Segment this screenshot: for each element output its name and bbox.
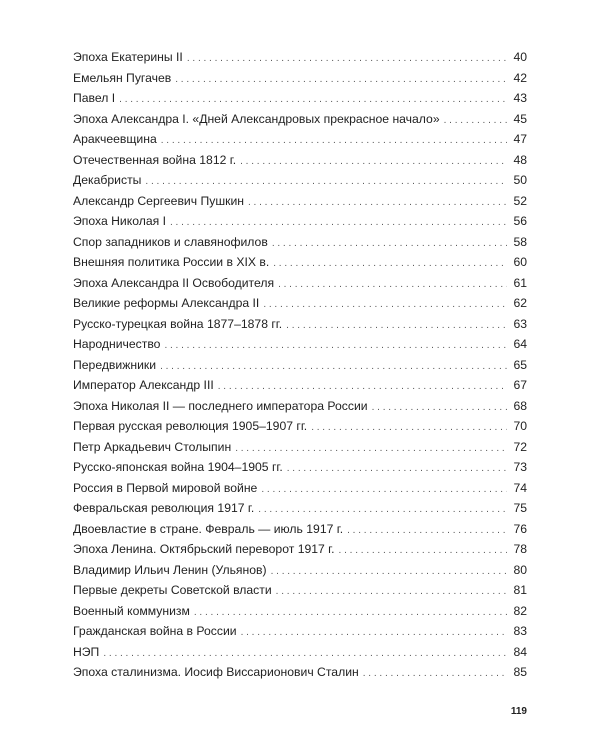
toc-entry-title: Эпоха Ленина. Октябрьский переворот 1917 г. — [73, 542, 335, 556]
toc-entry-page: 82 — [513, 603, 527, 618]
toc-entry-page: 85 — [513, 665, 527, 679]
toc-entry-page: 43 — [513, 91, 527, 105]
toc-entry — [73, 109, 527, 130]
toc-entry-title: Гражданская война в России — [73, 624, 237, 638]
toc-entry — [73, 396, 527, 417]
toc-entry-title: Февральская революция 1917 г. — [73, 501, 255, 515]
toc-dot-leader — [363, 664, 507, 685]
toc-dot-leader — [287, 459, 507, 480]
toc-entry-page: 60 — [513, 255, 527, 269]
toc-dot-leader — [103, 644, 507, 665]
toc-entry-title: Эпоха Екатерины II — [73, 50, 183, 64]
toc-entry — [73, 47, 527, 68]
toc-entry-title: Эпоха Николая I — [73, 214, 166, 228]
toc-dot-leader — [175, 70, 507, 91]
toc-entry — [73, 314, 527, 335]
toc-dot-leader — [241, 623, 507, 644]
toc-entry — [73, 88, 527, 109]
toc-entry-title: Русско-японская война 1904–1905 гг. — [73, 460, 283, 474]
toc-entry-page: 73 — [513, 460, 527, 474]
toc-entry-title: Император Александр III — [73, 378, 214, 392]
toc-entry-page: 42 — [513, 70, 527, 85]
toc-dot-leader — [339, 541, 507, 562]
toc-entry-page: 67 — [513, 378, 527, 392]
toc-entry-page: 63 — [513, 316, 527, 331]
toc-dot-leader — [261, 480, 507, 501]
toc-entry — [73, 539, 527, 560]
toc-entry-page: 83 — [513, 624, 527, 638]
toc-entry-title: Военный коммунизм — [73, 603, 190, 618]
toc-entry — [73, 129, 527, 150]
toc-dot-leader — [276, 582, 507, 603]
toc-entry-title: Петр Аркадьевич Столыпин — [73, 439, 232, 454]
toc-entry — [73, 375, 527, 396]
toc-dot-leader — [263, 295, 507, 316]
toc-entry — [73, 580, 527, 601]
toc-entry — [73, 232, 527, 253]
toc-entry-title: Эпоха сталинизма. Иосиф Виссарионович Сталин — [73, 665, 359, 679]
toc-entry-title: Спор западников и славянофилов — [73, 234, 268, 249]
toc-entry-title: Аракчеевщина — [73, 132, 157, 146]
toc-dot-leader — [145, 172, 507, 193]
toc-dot-leader — [347, 521, 507, 542]
toc-entry-title: Россия в Первой мировой войне — [73, 480, 258, 495]
toc-entry — [73, 211, 527, 232]
toc-entry — [73, 478, 527, 499]
toc-entry-page: 72 — [513, 439, 527, 454]
toc-entry-title: Эпоха Александра I. «Дней Александровых прекрасное начало» — [73, 111, 440, 126]
toc-entry — [73, 191, 527, 212]
toc-entry-page: 68 — [513, 398, 527, 413]
toc-entry-page: 76 — [513, 521, 527, 536]
toc-entry-title: Первая русская революция 1905–1907 гг. — [73, 419, 308, 433]
toc-entry — [73, 334, 527, 355]
toc-entry-title: Александр Сергеевич Пушкин — [73, 193, 244, 208]
toc-entry-page: 58 — [513, 234, 527, 249]
toc-entry-page: 75 — [513, 501, 527, 515]
toc-entry-page: 52 — [513, 193, 527, 208]
toc-dot-leader — [240, 152, 507, 173]
toc-entry-title: Первые декреты Советской власти — [73, 583, 272, 597]
toc-entry — [73, 170, 527, 191]
toc-entry-page: 48 — [513, 152, 527, 167]
toc-entry-title: Эпоха Николая II — последнего императора России — [73, 398, 368, 413]
toc-entry-page: 45 — [513, 111, 527, 126]
toc-entry — [73, 273, 527, 294]
toc-entry — [73, 150, 527, 171]
toc-entry-page: 62 — [513, 296, 527, 310]
toc-entry — [73, 355, 527, 376]
toc-dot-leader — [272, 234, 507, 255]
toc-entry — [73, 437, 527, 458]
toc-dot-leader — [161, 131, 507, 152]
toc-dot-leader — [286, 316, 507, 337]
toc-entry-title: Внешняя политика России в XIX в. — [73, 255, 270, 269]
toc-entry-title: Двоевластие в стране. Февраль — июль 1917 г. — [73, 521, 344, 536]
toc-entry — [73, 498, 527, 519]
table-of-contents — [73, 47, 527, 683]
toc-entry-page: 65 — [513, 357, 527, 372]
toc-entry — [73, 293, 527, 314]
toc-entry-title: Эпоха Александра II Освободителя — [73, 275, 275, 290]
toc-entry-title: Павел I — [73, 91, 116, 105]
toc-dot-leader — [119, 90, 507, 111]
toc-dot-leader — [372, 398, 507, 419]
toc-entry-title: Отечественная война 1812 г. — [73, 152, 237, 167]
toc-entry-title: Декабристы — [73, 173, 142, 187]
toc-dot-leader — [235, 439, 507, 460]
toc-dot-leader — [164, 336, 507, 357]
toc-entry — [73, 601, 527, 622]
toc-dot-leader — [311, 418, 507, 439]
toc-dot-leader — [170, 213, 507, 234]
toc-entry-page: 64 — [513, 337, 527, 351]
toc-entry — [73, 642, 527, 663]
toc-dot-leader — [271, 562, 507, 583]
toc-entry — [73, 621, 527, 642]
toc-entry-title: НЭП — [73, 644, 100, 659]
toc-dot-leader — [218, 377, 507, 398]
toc-entry — [73, 252, 527, 273]
page-number: 119 — [510, 706, 527, 717]
toc-entry-title: Передвижники — [73, 357, 157, 372]
toc-dot-leader — [194, 603, 507, 624]
toc-entry-page: 50 — [513, 173, 527, 187]
toc-entry — [73, 560, 527, 581]
toc-dot-leader — [258, 500, 507, 521]
toc-entry-page: 40 — [513, 50, 527, 64]
toc-entry-title: Русско-турецкая война 1877–1878 гг. — [73, 316, 283, 331]
toc-entry-page: 56 — [513, 214, 527, 228]
toc-entry-page: 47 — [513, 132, 527, 146]
toc-entry-page: 84 — [513, 644, 527, 659]
toc-entry-page: 81 — [513, 583, 527, 597]
toc-entry-title: Емельян Пугачев — [73, 70, 172, 85]
toc-entry-page: 74 — [513, 480, 527, 495]
toc-entry-title: Владимир Ильич Ленин (Ульянов) — [73, 562, 267, 577]
toc-entry-page: 70 — [513, 419, 527, 433]
toc-dot-leader — [273, 254, 507, 275]
toc-dot-leader — [187, 49, 507, 70]
toc-entry — [73, 519, 527, 540]
toc-entry-title: Великие реформы Александра II — [73, 296, 260, 310]
toc-entry — [73, 68, 527, 89]
toc-dot-leader — [248, 193, 507, 214]
toc-entry — [73, 457, 527, 478]
toc-entry-title: Народничество — [73, 337, 161, 351]
toc-entry — [73, 662, 527, 683]
toc-entry — [73, 416, 527, 437]
toc-entry-page: 61 — [513, 275, 527, 290]
toc-dot-leader — [160, 357, 507, 378]
toc-entry-page: 78 — [513, 542, 527, 556]
toc-dot-leader — [278, 275, 507, 296]
toc-entry-page: 80 — [513, 562, 527, 577]
toc-dot-leader — [444, 111, 507, 132]
